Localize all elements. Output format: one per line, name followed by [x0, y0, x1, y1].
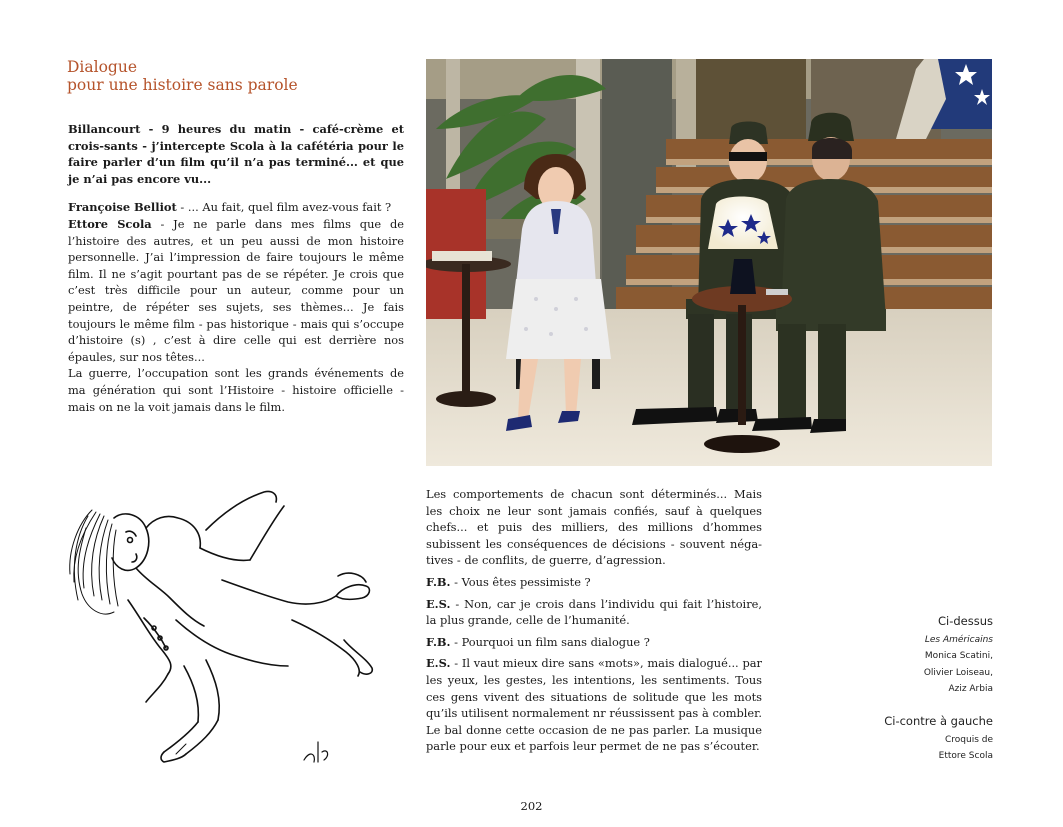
speaker-name: E.S.	[426, 596, 451, 611]
caption-line: Ettore Scola	[938, 751, 993, 762]
speaker-name: Ettore Scola	[68, 216, 152, 231]
caption-heading-above: Ci-dessus	[937, 614, 993, 628]
dialogue-text: - Je ne parle dans mes films que de l’histoire des autres, et un peu aussi de mon histoire personnelle. J’ai l’impression de faire toujours le même film. Il ne s’agit pourtant pas de se répéter. Je crois que c’est très difficile pour un auteur, comme pour un peintre, de répéter ses sujets, ses thèmes... Je fais toujours le même film - pas historique - mais qui s’occupe d’histoire (s) , c’est à dire celle qui est derrière nos épaules, sur nos têtes...	[68, 216, 405, 364]
caption-name: Monica Scatini,	[924, 651, 993, 662]
caption-film-title: Les Américains	[924, 635, 993, 645]
caption-heading-left: Ci-contre à gauche	[884, 713, 993, 728]
dialogue-line	[426, 655, 762, 755]
dialogue-line	[68, 216, 404, 365]
title-line-2: pour une histoire sans parole	[67, 76, 298, 94]
dialogue-text: - ... Au fait, quel film avez-vous fait ?	[176, 200, 392, 215]
dialogue-text: - Non, car je crois dans l’individu qui fait l’histoire, la plus grande, celle de l’humanité.	[426, 596, 762, 628]
speaker-name: F.B.	[426, 634, 451, 649]
captions	[833, 612, 993, 764]
dialogue-text: - Vous êtes pessimiste ?	[450, 574, 591, 589]
ink-sketch-illustration	[66, 470, 386, 770]
dialogue-line	[68, 199, 404, 216]
speaker-name: E.S.	[426, 656, 451, 671]
intro-paragraph: Billancourt - 9 heures du matin - café-crème et crois-sants - j’intercepte Scola à la cafétéria pour le faire parler d’un film qu’il n’a pas terminé... et que je n’ai pas encore vu...	[68, 122, 404, 186]
title-line-1: Dialogue	[67, 58, 137, 76]
speaker-name: F.B.	[426, 574, 451, 589]
left-column	[68, 121, 404, 415]
article-title	[67, 58, 407, 94]
speaker-name: Françoise Belliot	[68, 200, 177, 215]
caption-line: Croquis de	[944, 734, 993, 745]
middle-column	[426, 486, 762, 760]
dialogue-text: - Il vaut mieux dire sans «mots», mais dialogué... par les yeux, les gestes, les intentions, les sentiments. Tous ces gens vivent des situations de solitude que les mots qu’ils utilisent normalement nr réussissent pas à combler. Le bal donne cette occasion de ne pas parler. La musique parle pour eux et parfois leur permet de ne pas s’écouter.	[426, 656, 762, 754]
left-tail-paragraph: La guerre, l’occupation sont les grands événements de ma génération qui sont l’Histoire - histoire officielle - mais on ne la voit jamais dans le film.	[68, 366, 404, 414]
dialogue-line	[426, 596, 762, 629]
page-number: 202	[520, 799, 543, 813]
caption-name: Aziz Arbia	[948, 684, 993, 695]
film-still-photo	[426, 59, 992, 466]
dialogue-line	[426, 574, 762, 591]
caption-name: Olivier Loiseau,	[923, 667, 993, 678]
dialogue-text: - Pourquoi un film sans dialogue ?	[450, 634, 650, 649]
dialogue-line	[426, 634, 762, 651]
mid-lead-paragraph: Les comportements de chacun sont déterminés... Mais les choix ne leur sont jamais confiés, sauf à quelques chefs... et puis des milliers, des millions d’hommes subissent les conséquences de décisions - souvent néga-tives - de conflits, de guerre, d’agression.	[426, 487, 762, 568]
